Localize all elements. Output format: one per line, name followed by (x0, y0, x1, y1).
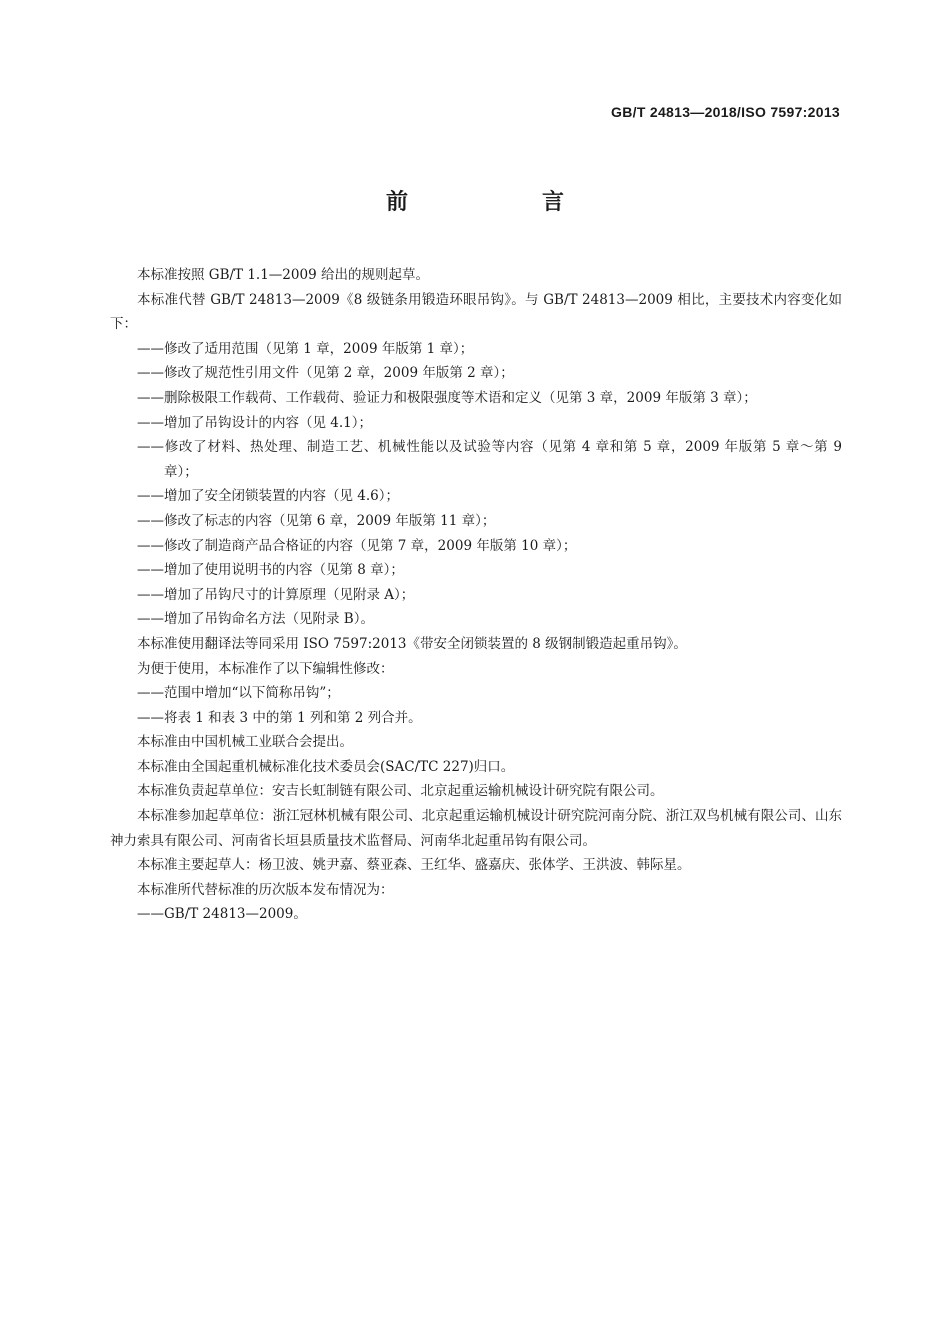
paragraph-replacement: 本标准代替 GB/T 24813—2009《8 级链条用锻造环眼吊钩》。与 GB/T 24813—2009 相比，主要技术内容变化如下： (110, 291, 842, 333)
change-item: ——删除极限工作载荷、工作载荷、验证力和极限强度等术语和定义（见第 3 章，2009 年版第 3 章）； (137, 389, 757, 406)
change-item: ——修改了标志的内容（见第 6 章，2009 年版第 11 章）； (137, 512, 496, 529)
standard-code-header: GB/T 24813—2018/ISO 7597:2013 (611, 104, 840, 120)
change-item: ——增加了吊钩设计的内容（见 4.1）； (137, 414, 373, 431)
paragraph-administrator: 本标准由全国起重机械标准化技术委员会(SAC/TC 227)归口。 (137, 758, 515, 775)
edit-item: ——范围中增加“以下简称吊钩”； (137, 685, 340, 702)
paragraph-participating-drafters: 本标准参加起草单位：浙江冠林机械有限公司、北京起重运输机械设计研究院河南分院、浙江双鸟机械有限公司、山东神力索具有限公司、河南省长垣县质量技术监督局、河南华北起重吊钩有限公司。 (110, 808, 842, 849)
paragraph-drafting-rules: 本标准按照 GB/T 1.1—2009 给出的规则起草。 (137, 267, 429, 283)
change-item: ——修改了制造商产品合格证的内容（见第 7 章，2009 年版第 10 章）； (137, 537, 577, 554)
page-title: 前 言 (385, 190, 620, 215)
change-item: ——增加了吊钩命名方法（见附录 B）。 (137, 611, 374, 628)
change-item: ——修改了规范性引用文件（见第 2 章，2009 年版第 2 章）； (137, 365, 514, 382)
change-item: ——增加了吊钩尺寸的计算原理（见附录 A）； (137, 586, 415, 603)
document-body (110, 263, 842, 927)
paragraph-lead-drafters: 本标准负责起草单位：安吉长虹制链有限公司、北京起重运输机械设计研究院有限公司。 (137, 783, 664, 800)
edit-item: ——将表 1 和表 3 中的第 1 列和第 2 列合并。 (137, 709, 422, 726)
paragraph-main-drafters: 本标准主要起草人：杨卫波、姚尹嘉、蔡亚森、王红华、盛嘉庆、张体学、王洪波、韩际星。 (137, 857, 691, 874)
change-item: ——增加了使用说明书的内容（见第 8 章）； (137, 562, 404, 579)
paragraph-history: 本标准所代替标准的历次版本发布情况为： (137, 881, 394, 898)
paragraph-adoption: 本标准使用翻译法等同采用 ISO 7597:2013《带安全闭锁装置的 8 级钢制锻造起重吊钩》。 (137, 635, 687, 652)
paragraph-proposer: 本标准由中国机械工业联合会提出。 (137, 734, 353, 751)
change-item: ——增加了安全闭锁装置的内容（见 4.6）； (137, 488, 400, 505)
change-item: ——修改了适用范围（见第 1 章，2009 年版第 1 章）； (137, 340, 474, 357)
change-item: ——修改了材料、热处理、制造工艺、机械性能以及试验等内容（见第 4 章和第 5 章，2009 年版第 5 章～第 9 章）； (137, 439, 842, 480)
paragraph-editorial: 为便于使用，本标准作了以下编辑性修改： (137, 660, 394, 677)
history-item: ——GB/T 24813—2009。 (137, 906, 307, 923)
